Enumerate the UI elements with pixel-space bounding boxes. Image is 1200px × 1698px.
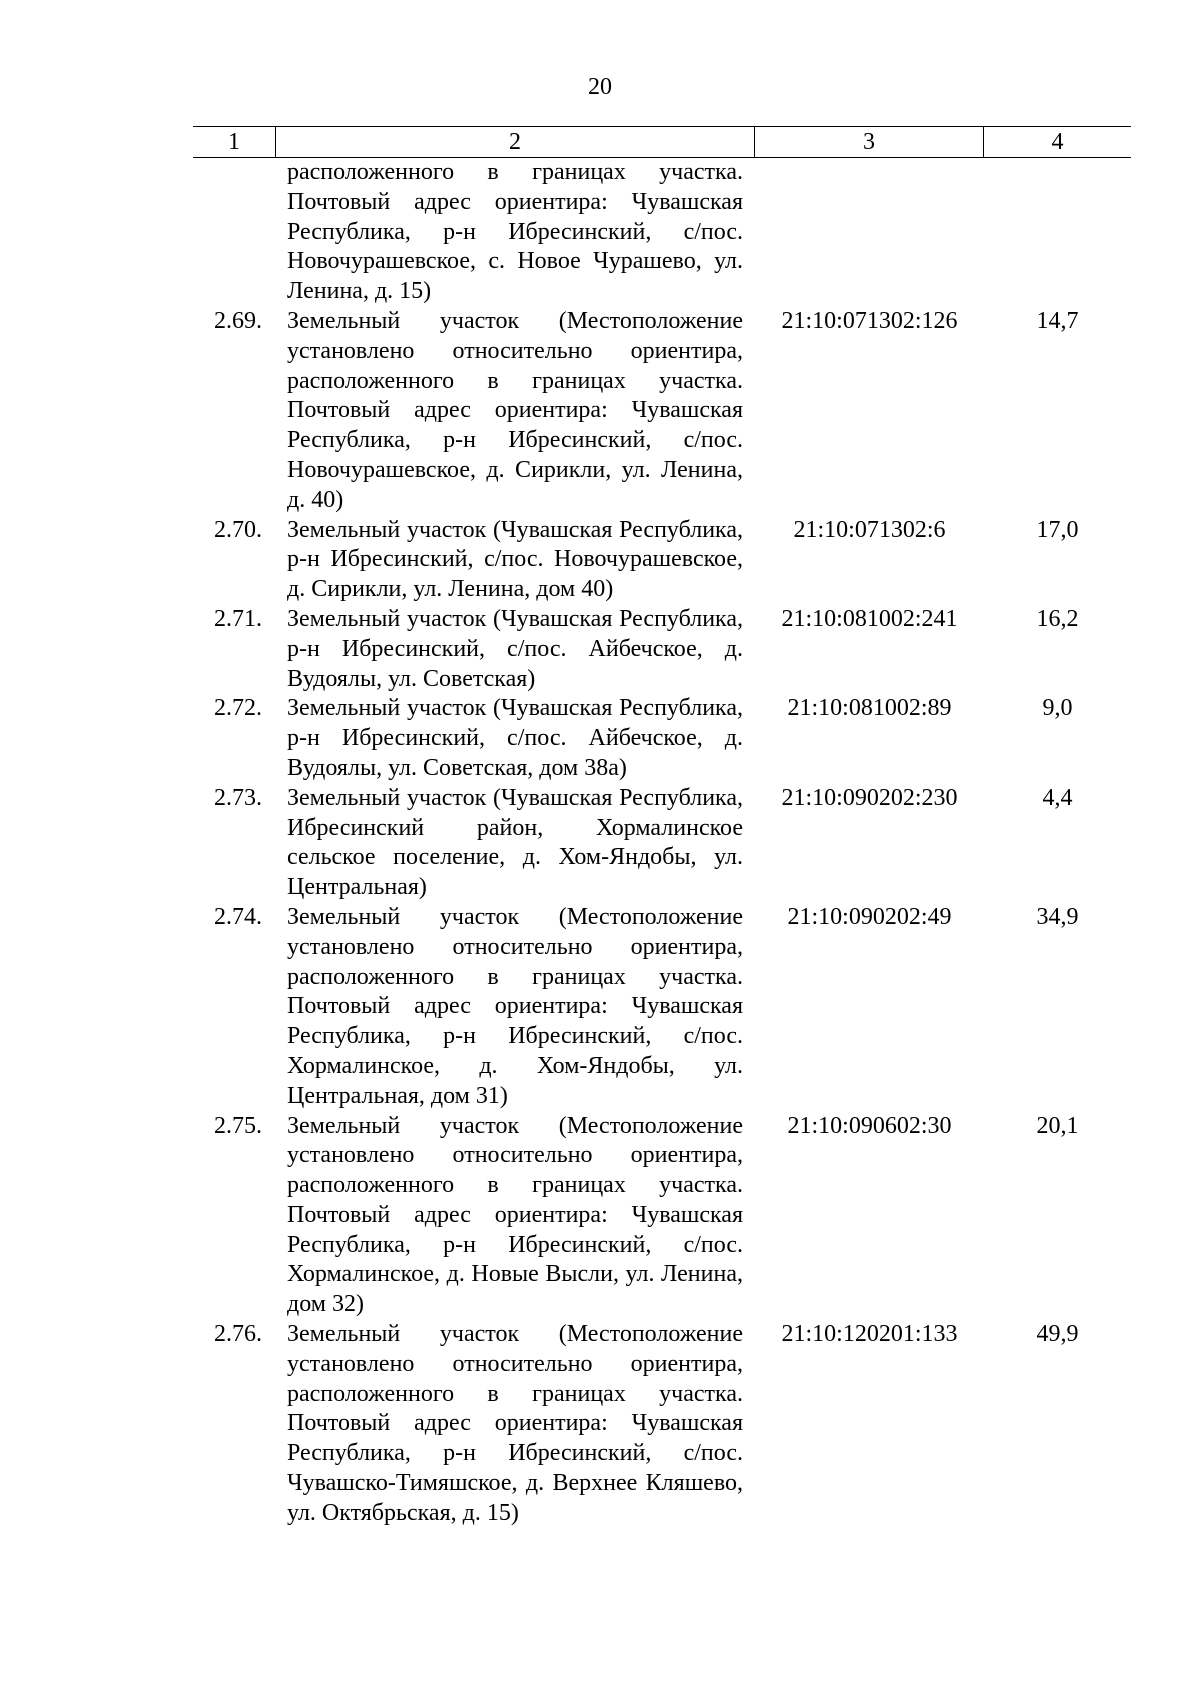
table-row	[193, 784, 1131, 903]
row-cadastral-number: 21:10:071302:6	[793, 516, 946, 543]
row-area: 9,0	[1042, 695, 1073, 722]
page-number: 20	[588, 74, 612, 100]
row-number: 2.75.	[214, 1112, 262, 1139]
row-cadastral-number: 21:10:081002:241	[781, 605, 958, 632]
table-row	[193, 307, 1131, 516]
header-col-1: 1	[193, 127, 276, 157]
row-area: 4,4	[1042, 784, 1073, 811]
row-number: 2.69.	[214, 307, 262, 334]
row-cadastral-number: 21:10:090602:30	[787, 1112, 952, 1139]
row-cadastral-number: 21:10:120201:133	[781, 1321, 958, 1348]
table-row	[193, 605, 1131, 694]
table-row	[193, 516, 1131, 605]
table-header	[193, 126, 1131, 158]
row-cadastral-number: 21:10:081002:89	[787, 695, 952, 722]
row-area: 49,9	[1036, 1321, 1079, 1348]
row-description: расположенного в границах участка. Почтовый адрес ориентира: Чувашская Республика, р-н Ибресинский, с/пос. Новочурашевское, с. Новое Чурашево, ул. Ленина, д. 15)	[287, 159, 743, 305]
row-area: 34,9	[1036, 903, 1079, 930]
row-area	[984, 158, 1131, 307]
table-row	[193, 1112, 1131, 1321]
row-description: Земельный участок (Местоположение установлено относительно ориентира, расположенного в границах участка. Почтовый адрес ориентира: Чувашская Республика, р-н Ибресинский, с/пос. Чувашско-Тимяшское, д. Верхнее Кляшево, ул. Октябрьская, д. 15)	[287, 1321, 743, 1526]
row-number	[193, 158, 276, 307]
row-cadastral-number: 21:10:071302:126	[781, 307, 958, 334]
row-description: Земельный участок (Чувашская Республика, р-н Ибресинский, с/пос. Айбечское, д. Вудоялы, ул. Советская, дом 38а)	[287, 695, 743, 781]
row-number: 2.76.	[214, 1321, 262, 1348]
row-description: Земельный участок (Чувашская Республика, р-н Ибресинский, с/пос. Новочурашевское, д. Сирикли, ул. Ленина, дом 40)	[287, 516, 743, 603]
row-area: 20,1	[1036, 1112, 1079, 1139]
row-area: 14,7	[1036, 307, 1079, 334]
row-number: 2.73.	[214, 784, 262, 811]
table-row	[193, 1320, 1131, 1529]
row-number: 2.71.	[214, 605, 262, 632]
row-cadastral-number	[755, 158, 984, 307]
row-description: Земельный участок (Местоположение установлено относительно ориентира, расположенного в границах участка. Почтовый адрес ориентира: Чувашская Республика, р-н Ибресинский, с/пос. Новочурашевское, д. Сирикли, ул. Ленина, д. 40)	[287, 307, 743, 513]
row-description: Земельный участок (Местоположение установлено относительно ориентира, расположенного в границах участка. Почтовый адрес ориентира: Чувашская Республика, р-н Ибресинский, с/пос. Хормалинское, д. Хом-Яндобы, ул. Центральная, дом 31)	[287, 903, 743, 1109]
row-number: 2.70.	[214, 516, 262, 543]
table-row	[193, 158, 1131, 307]
land-plots-table	[193, 126, 1131, 1529]
row-cadastral-number: 21:10:090202:230	[781, 784, 958, 811]
header-col-3: 3	[755, 127, 984, 157]
row-description: Земельный участок (Местоположение установлено относительно ориентира, расположенного в границах участка. Почтовый адрес ориентира: Чувашская Республика, р-н Ибресинский, с/пос. Хормалинское, д. Новые Высли, ул. Ленина, дом 32)	[287, 1112, 743, 1318]
table-row	[193, 903, 1131, 1112]
row-description: Земельный участок (Чувашская Республика, Ибресинский район, Хормалинское сельское поселение, д. Хом-Яндобы, ул. Центральная)	[287, 784, 743, 901]
row-number: 2.74.	[214, 903, 262, 930]
row-cadastral-number: 21:10:090202:49	[787, 903, 952, 930]
row-description: Земельный участок (Чувашская Республика, р-н Ибресинский, с/пос. Айбечское, д. Вудоялы, ул. Советская)	[287, 605, 743, 692]
header-col-4: 4	[1051, 129, 1064, 155]
row-area: 16,2	[1036, 605, 1079, 632]
table-row	[193, 694, 1131, 783]
row-area: 17,0	[1036, 516, 1079, 543]
row-number: 2.72.	[214, 695, 262, 722]
header-col-2: 2	[276, 127, 755, 157]
